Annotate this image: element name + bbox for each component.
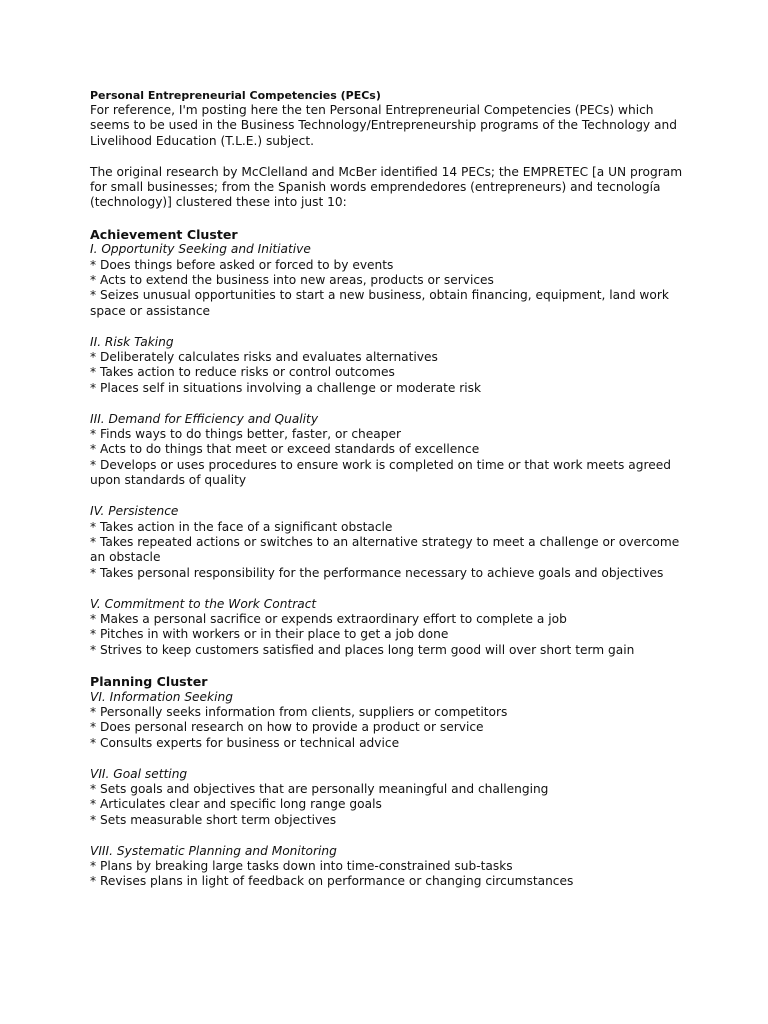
competency-section <box>90 242 690 319</box>
competency-item: * Takes repeated actions or switches to an alternative strategy to meet a challenge or overcome an obstacle <box>90 534 680 565</box>
competency-item: * Takes action in the face of a significant obstacle <box>90 519 393 534</box>
competency-section <box>90 412 690 489</box>
competency-item: * Does things before asked or forced to by events <box>90 257 394 272</box>
competency-item: * Sets measurable short term objectives <box>90 812 337 827</box>
competency-item: * Makes a personal sacrifice or expends extraordinary effort to complete a job <box>90 611 567 626</box>
competency-title: IV. Persistence <box>90 504 179 519</box>
document-title: Personal Entrepreneurial Competencies (PECs) <box>90 89 381 102</box>
competency-section <box>90 844 690 890</box>
competency-title: VI. Information Seeking <box>90 689 233 704</box>
competency-item: * Sets goals and objectives that are personally meaningful and challenging <box>90 781 549 796</box>
competency-item: * Takes action to reduce risks or control outcomes <box>90 365 395 380</box>
cluster-heading: Achievement Cluster <box>90 226 238 242</box>
document-page <box>90 88 690 890</box>
cluster-heading: Planning Cluster <box>90 674 208 690</box>
competency-cluster <box>90 227 690 658</box>
competency-item: * Takes personal responsibility for the performance necessary to achieve goals and objectives <box>90 565 664 580</box>
competency-title: VII. Goal setting <box>90 766 188 781</box>
competency-section <box>90 767 690 829</box>
competency-item: * Does personal research on how to provide a product or service <box>90 720 484 735</box>
competency-title: I. Opportunity Seeking and Initiative <box>90 242 311 257</box>
competency-title: III. Demand for Efficiency and Quality <box>90 411 319 426</box>
research-paragraph: The original research by McClelland and McBer identified 14 PECs; the EMPRETEC [a UN program for small businesses; from the Spanish words emprendedores (entrepreneurs) and tecnología (technology)] clustered these into just 10: <box>90 164 683 210</box>
competency-item: * Develops or uses procedures to ensure work is completed on time or that work meets agreed upon standards of quality <box>90 457 671 488</box>
competency-item: * Articulates clear and specific long range goals <box>90 797 382 812</box>
competency-item: * Revises plans in light of feedback on performance or changing circumstances <box>90 874 574 889</box>
competency-item: * Deliberately calculates risks and evaluates alternatives <box>90 350 438 365</box>
competency-section <box>90 504 690 581</box>
competency-section <box>90 335 690 397</box>
competency-title: V. Commitment to the Work Contract <box>90 596 317 611</box>
competency-item: * Acts to do things that meet or exceed standards of excellence <box>90 442 480 457</box>
competency-cluster <box>90 674 690 890</box>
competency-section <box>90 690 690 752</box>
competency-item: * Consults experts for business or technical advice <box>90 735 400 750</box>
competency-title: VIII. Systematic Planning and Monitoring <box>90 843 337 858</box>
competency-title: II. Risk Taking <box>90 334 174 349</box>
competency-item: * Plans by breaking large tasks down into time-constrained sub-tasks <box>90 858 513 873</box>
competency-item: * Strives to keep customers satisfied and places long term good will over short term gain <box>90 642 635 657</box>
intro-paragraph: For reference, I'm posting here the ten Personal Entrepreneurial Competencies (PECs) which seems to be used in the Business Technology/Entrepreneurship programs of the Technology and Livelihood Education (T.L.E.) subject. <box>90 103 677 148</box>
clusters-container <box>90 227 690 890</box>
competency-item: * Finds ways to do things better, faster, or cheaper <box>90 427 401 442</box>
competency-item: * Personally seeks information from clients, suppliers or competitors <box>90 704 508 719</box>
competency-item: * Acts to extend the business into new areas, products or services <box>90 273 494 288</box>
competency-item: * Places self in situations involving a challenge or moderate risk <box>90 380 482 395</box>
competency-item: * Seizes unusual opportunities to start a new business, obtain financing, equipment, land work space or assistance <box>90 288 669 318</box>
competency-item: * Pitches in with workers or in their place to get a job done <box>90 627 449 642</box>
competency-section <box>90 597 690 659</box>
